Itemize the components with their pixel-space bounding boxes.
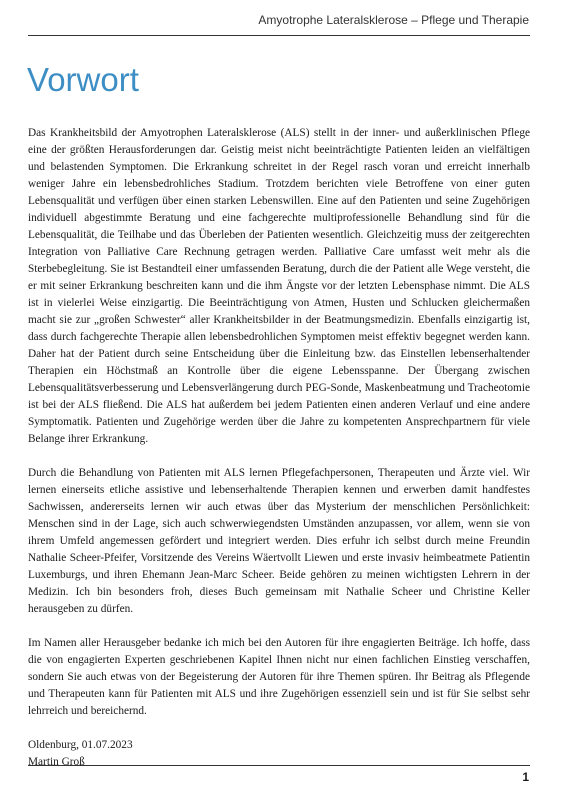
running-header: Amyotrophe Lateralsklerose – Pflege und Therapie	[258, 13, 529, 27]
paragraph-2: Durch die Behandlung von Patienten mit ALS lernen Pflegefachpersonen, Therapeuten und Ärzte viel. Wir lernen einerseits etliche assistive und lebenserhaltende Therapien kennen und erwerben damit handfestes Sachwissen, andererseits lernen wir auch etwas über das Mysterium der menschlichen Persönlichkeit: Menschen sind in der Lage, sich auch schwerwiegendsten Umständen anzupassen, vor allem, wenn sie von ihrem Umfeld angemessen gefördert und integriert werden. Dies erfuhr ich selbst durch meine Freundin Nathalie Scheer-Pfeifer, Vorsitzende des Vereins Wäertvollt Liewen und erste invasiv heimbeatmete Patientin Luxemburgs, und ihren Ehemann Jean-Marc Scheer. Beide gehören zu meinen wichtigsten Lehrern in der Medizin. Ich bin besonders froh, dieses Buch gemeinsam mit Nathalie Scheer und Christine Keller herausgeben zu dürfen.	[28, 467, 530, 615]
body-text	[28, 125, 530, 771]
paragraph-3: Im Namen aller Herausgeber bedanke ich mich bei den Autoren für ihre engagierten Beiträge. Ich hoffe, dass die von engagierten Experten geschriebenen Kapitel Ihnen nicht nur einen fachlichen Einstieg verschaffen, sondern Sie auch etwas von der Begeisterung der Autoren für ihre Themen spüren. Ihr Beitrag als Pflegende und Therapeuten kann für Patienten mit ALS und ihre Zugehörigen essenziell sein und ist für Sie selbst sehr lehrreich und bereichernd.	[28, 637, 530, 717]
header-divider	[28, 35, 530, 36]
paragraph-1: Das Krankheitsbild der Amyotrophen Lateralsklerose (ALS) stellt in der inner- und außerklinischen Pflege eine der größten Herausforderungen dar. Geistig meist nicht beeinträchtigte Patienten leiden an vielfältigen und belastenden Symptomen. Die Erkrankung schreitet in der Regel rasch voran und erreicht innerhalb weniger Jahre ein lebensbedrohliches Stadium. Trotzdem berichten viele Betroffene von einer guten Lebensqualität und verfügen über einen starken Lebenswillen. Eine auf den Patienten und seine Zugehörigen individuell abgestimmte Beratung und eine fachgerechte multiprofessionelle Behandlung sind für die Lebensqualität, die Teilhabe und das Überleben der Patienten wesentlich. Gleichzeitig muss der zeitgerechten Integration von Palliative Care Rechnung getragen werden. Palliative Care umfasst weit mehr als die Sterbebegleitung. Sie ist Bestandteil einer umfassenden Beratung, durch die der Patient alle Wege versteht, die er mit seiner Erkrankung beschreiten kann und die ihm Ängste vor der letzten Lebensphase nimmt. Die ALS ist in vielerlei Weise einzigartig. Die Beeinträchtigung von Atmen, Husten und Schlucken gleichermaßen macht sie zur „großen Schwester“ aller Krankheitsbilder in der Beatmungsmedizin. Ebenfalls einzigartig ist, dass durch fachgerechte Therapie allen lebensbedrohlichen Symptomen meist effektiv begegnet werden kann. Daher hat der Patient durch seine Entscheidung über die Einleitung bzw. das Einstellen lebenserhaltender Therapien ein Höchstmaß an Kontrolle über die eigene Lebensspanne. Der Übergang zwischen Lebensqualitätsverbesserung und Lebensverlängerung durch PEG-Sonde, Maskenbeatmung und Tracheotomie ist bei der ALS fließend. Die ALS hat außerdem bei jedem Patienten einen anderen Verlauf und eine andere Symptomatik. Patienten und Zugehörige werden über die Jahre zu kompetenten Ansprechpartnern für viele Belange ihrer Erkrankung.	[28, 127, 530, 445]
signature-place-date: Oldenburg, 01.07.2023	[28, 739, 133, 751]
chapter-title: Vorwort	[27, 61, 139, 98]
page-number: 1	[522, 770, 529, 784]
signature-author: Martin Groß	[28, 756, 85, 768]
footer-divider	[28, 765, 530, 766]
